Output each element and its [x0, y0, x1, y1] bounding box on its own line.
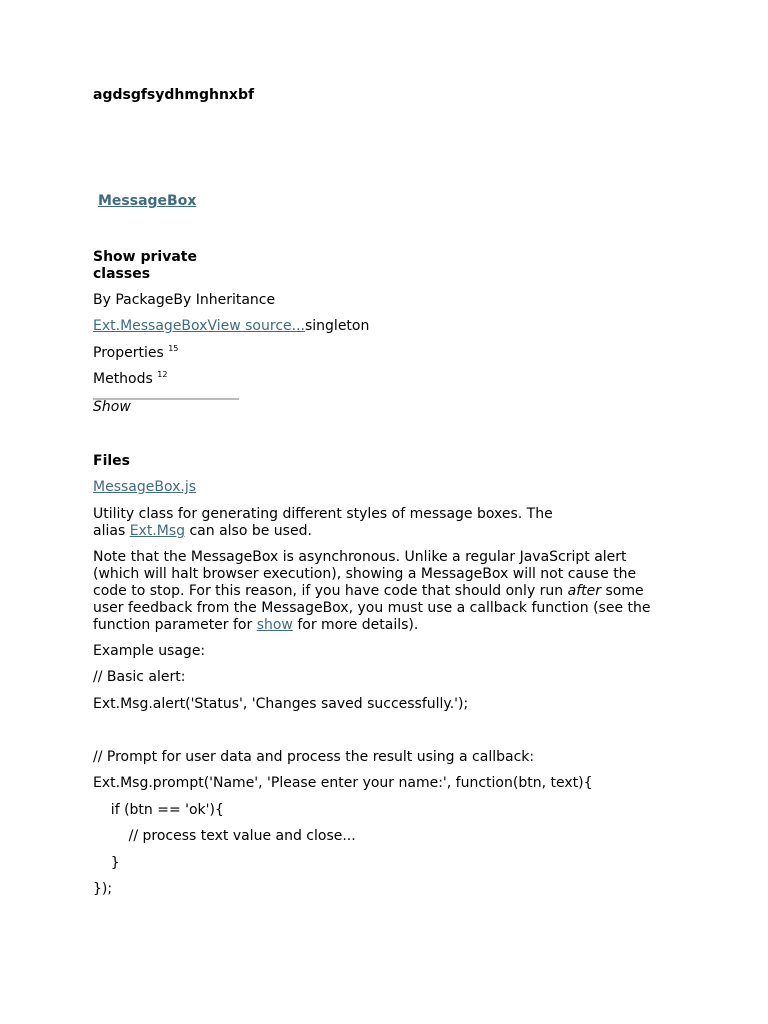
code-line: // Basic alert:: [93, 669, 186, 685]
properties-row[interactable]: [93, 345, 178, 362]
description-text-2a: Note that the MessageBox is asynchronous. Unlike a regular JavaScript alert (which will halt browser execution), showing a MessageBox will not cause the code to stop. For this reason, if you have code that should only run: [93, 549, 637, 599]
file-link-row[interactable]: [93, 479, 196, 496]
methods-row[interactable]: [93, 371, 167, 388]
singleton-label: singleton: [304, 318, 370, 334]
view-source-link[interactable]: View source...: [207, 318, 305, 334]
methods-count: 12: [157, 370, 168, 379]
code-line: });: [93, 881, 113, 897]
show-private-toggle[interactable]: Show private classes: [93, 249, 197, 282]
example-label: Example usage:: [93, 643, 206, 659]
description-text-2b: some user feedback from the MessageBox, you must use a callback function (see the function parameter for: [93, 583, 651, 633]
properties-label[interactable]: Properties: [93, 345, 164, 361]
page-title: agdsgfsydhmghnxbf: [93, 87, 255, 103]
grouping-options[interactable]: By PackageBy Inheritance: [93, 292, 276, 308]
show-filter-label[interactable]: Show: [93, 399, 131, 415]
class-title-link-text[interactable]: MessageBox: [98, 193, 197, 209]
class-info-line: [93, 318, 369, 335]
methods-label[interactable]: Methods: [93, 371, 153, 387]
code-line: Ext.Msg.prompt('Name', 'Please enter your name:', function(btn, text){: [93, 775, 593, 791]
code-line: Ext.Msg.alert('Status', 'Changes saved successfully.');: [93, 696, 469, 712]
class-name-link[interactable]: Ext.MessageBox: [93, 318, 208, 334]
files-heading: Files: [93, 453, 130, 469]
code-line: }: [93, 855, 120, 871]
properties-count: 15: [168, 344, 179, 353]
code-line: // process text value and close...: [93, 828, 356, 844]
description-text-1a: Utility class for generating different styles of message boxes. The alias: [93, 506, 553, 539]
code-line: // Prompt for user data and process the result using a callback:: [93, 749, 535, 765]
code-line: if (btn == 'ok'){: [93, 802, 224, 818]
description-paragraph-1: [93, 506, 573, 540]
description-paragraph-2: [93, 549, 661, 634]
show-method-link[interactable]: show: [256, 617, 293, 633]
ext-msg-link[interactable]: Ext.Msg: [129, 523, 186, 539]
class-title-link[interactable]: [98, 193, 196, 210]
file-link[interactable]: MessageBox.js: [93, 479, 197, 495]
description-text-1b: can also be used.: [185, 523, 312, 539]
description-text-2c: for more details).: [292, 617, 419, 633]
description-emphasis: after: [567, 583, 602, 599]
